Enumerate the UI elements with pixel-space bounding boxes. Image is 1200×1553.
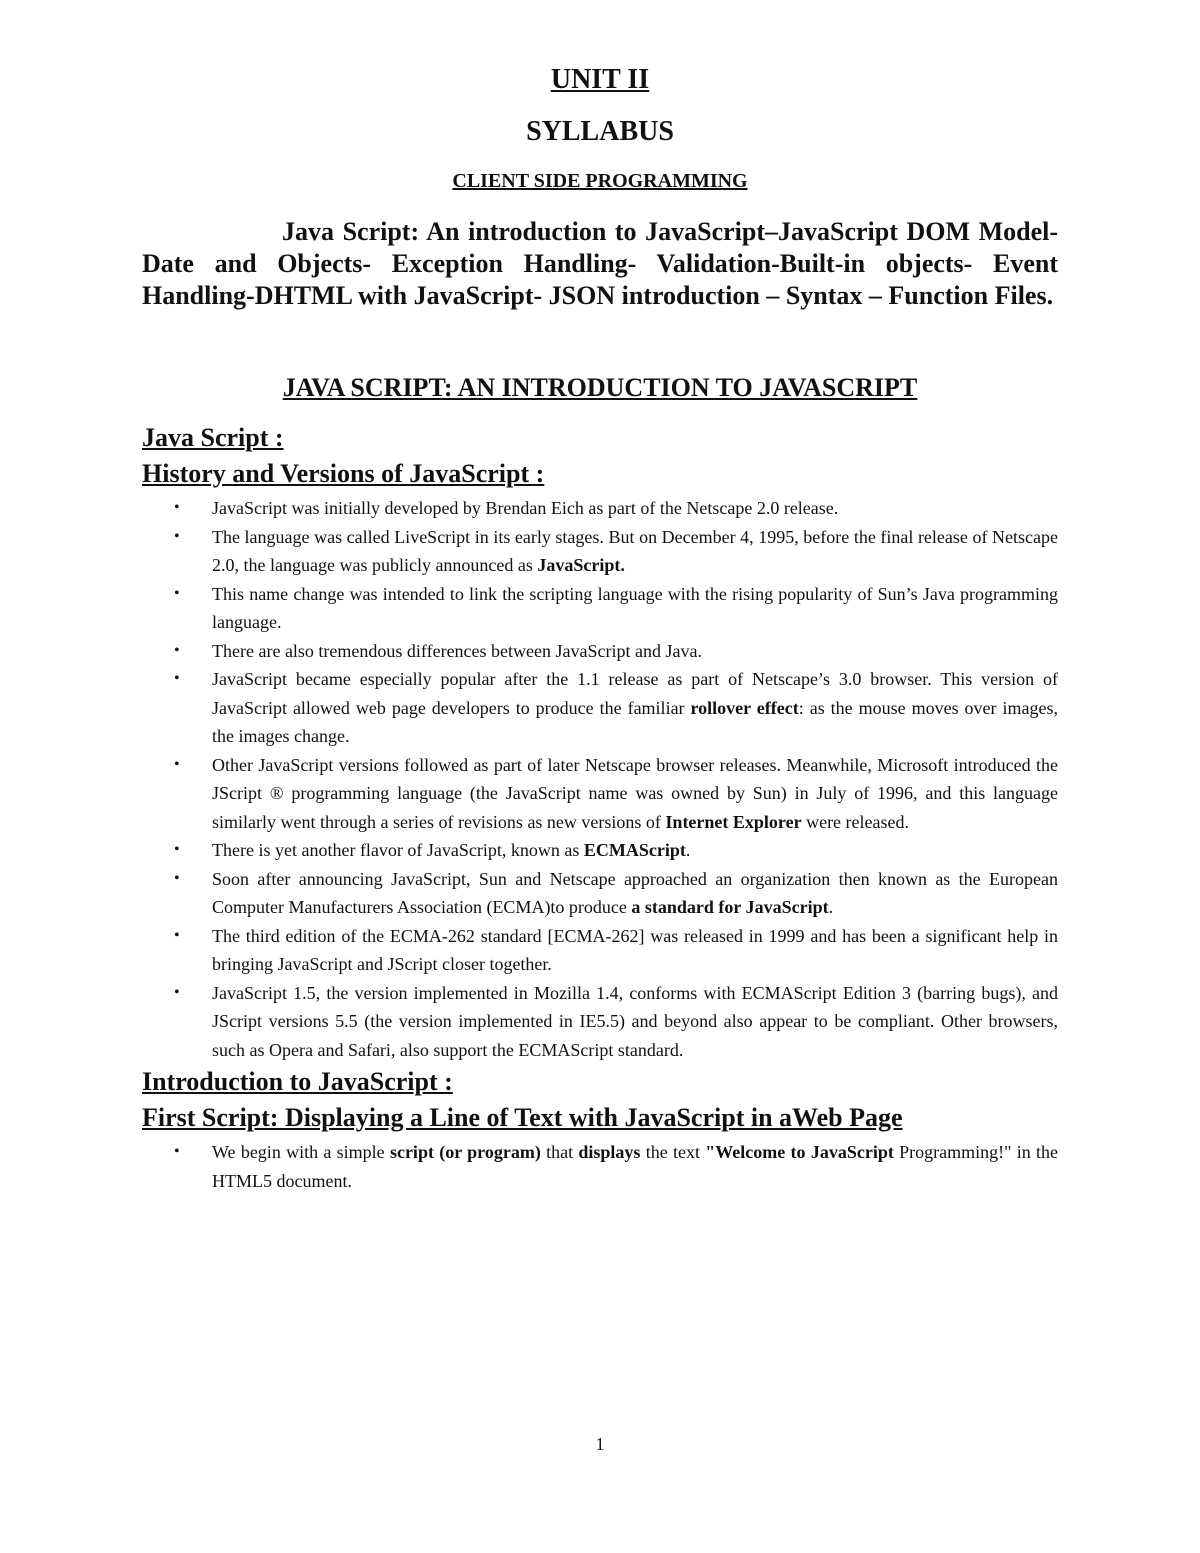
list-item <box>142 922 1058 979</box>
list-item-text: displays <box>578 1142 641 1162</box>
list-item-text: "Welcome to JavaScript <box>705 1142 894 1162</box>
list-item <box>142 865 1058 922</box>
bullet-icon: • <box>174 499 180 516</box>
history-heading: History and Versions of JavaScript : <box>142 459 545 488</box>
list-item-text: script (or program) <box>389 1142 541 1162</box>
syllabus-topics: Java Script: An introduction to JavaScript–JavaScript DOM Model-Date and Objects- Exception Handling- Validation-Built-in objects- Event Handling-DHTML with JavaScript- JSON introduction – Syntax – Function Files. <box>142 217 1058 310</box>
bullet-icon: • <box>174 584 180 602</box>
list-item-text: JavaScript became especially popular after the 1.1 release as part of Netscape’s 3.0 browser. This version of JavaScript allowed web page developers to produce the familiar <box>212 669 1058 718</box>
bullet-icon: • <box>174 869 180 887</box>
list-item-text: the text <box>640 1142 706 1162</box>
list-item-text: We begin with a simple <box>212 1142 390 1162</box>
list-item-text: JavaScript was initially developed by Brendan Eich as part of the Netscape 2.0 release. <box>212 498 839 518</box>
list-item-text: Other JavaScript versions followed as part of later Netscape browser releases. Meanwhile, Microsoft introduced the JScript ® programming language (the JavaScript name was owned by Sun) in July of 1996, and this language similarly went through a series of revisions as new versions of <box>212 754 1058 832</box>
list-item-text: that <box>540 1142 579 1162</box>
list-item <box>142 494 1058 523</box>
list-item-text: The language was called LiveScript in its early stages. But on December 4, 1995, before the final release of Netscape 2.0, the language was publicly announced as <box>212 526 1058 575</box>
list-item-text: There is yet another flavor of JavaScript, known as <box>212 840 584 860</box>
unit-title: UNIT II <box>550 64 650 95</box>
list-item <box>142 665 1058 751</box>
list-item-text: JavaScript. <box>537 555 625 575</box>
list-item-text: . <box>685 840 691 860</box>
list-item-text: a standard for JavaScript <box>631 897 829 917</box>
bullet-icon: • <box>174 670 180 687</box>
list-item-text: : as the mouse moves over images, the images change. <box>212 697 1058 746</box>
section-heading: JAVA SCRIPT: AN INTRODUCTION TO JAVASCRIPT <box>282 373 918 402</box>
bullet-icon: • <box>174 926 180 944</box>
bullet-icon: • <box>174 1143 180 1160</box>
history-bullet-list <box>142 494 1058 1064</box>
list-item <box>142 637 1058 666</box>
list-item-text: rollover effect <box>690 697 799 718</box>
syllabus-title: SYLLABUS <box>526 116 674 147</box>
bullet-icon: • <box>174 641 180 659</box>
list-item-text: Programming!" in the HTML5 document. <box>212 1142 1059 1191</box>
list-item-text: This name change was intended to link the scripting language with the rising popularity of Sun’s Java programming language. <box>212 583 1058 632</box>
list-item <box>142 580 1058 637</box>
intro-heading: Introduction to JavaScript : <box>142 1067 453 1096</box>
bullet-icon: • <box>174 527 180 545</box>
list-item-text: . <box>828 897 834 917</box>
bullet-icon: • <box>174 755 180 773</box>
list-item <box>142 751 1058 837</box>
first-script-heading: First Script: Displaying a Line of Text with JavaScript in aWeb Page <box>142 1103 903 1132</box>
bullet-icon: • <box>174 983 180 1001</box>
list-item-text: ECMAScript <box>583 840 686 860</box>
bullet-icon: • <box>174 841 180 858</box>
list-item-text: There are also tremendous differences between JavaScript and Java. <box>212 640 702 661</box>
list-item-text: were released. <box>801 811 910 832</box>
list-item-text: The third edition of the ECMA-262 standard [ECMA-262] was released in 1999 and has been a significant help in bringing JavaScript and JScript closer together. <box>212 925 1058 974</box>
list-item <box>142 523 1058 580</box>
list-item <box>142 979 1058 1065</box>
java-script-heading: Java Script : <box>142 423 284 452</box>
document-page <box>142 60 1058 1195</box>
intro-bullet-list <box>142 1138 1058 1195</box>
list-item <box>142 1138 1058 1195</box>
syllabus-subtitle: CLIENT SIDE PROGRAMMING <box>452 170 748 192</box>
page-number: 1 <box>595 1434 605 1454</box>
list-item-text: Soon after announcing JavaScript, Sun and Netscape approached an organization then known as the European Computer Manufacturers Association (ECMA)to produce <box>212 868 1058 917</box>
list-item-text: Internet Explorer <box>665 811 802 832</box>
list-item <box>142 836 1058 865</box>
list-item-text: JavaScript 1.5, the version implemented in Mozilla 1.4, conforms with ECMAScript Edition 3 (barring bugs), and JScript versions 5.5 (the version implemented in IE5.5) and beyond also appear to be compliant. Other browsers, such as Opera and Safari, also support the ECMAScript standard. <box>212 982 1058 1060</box>
